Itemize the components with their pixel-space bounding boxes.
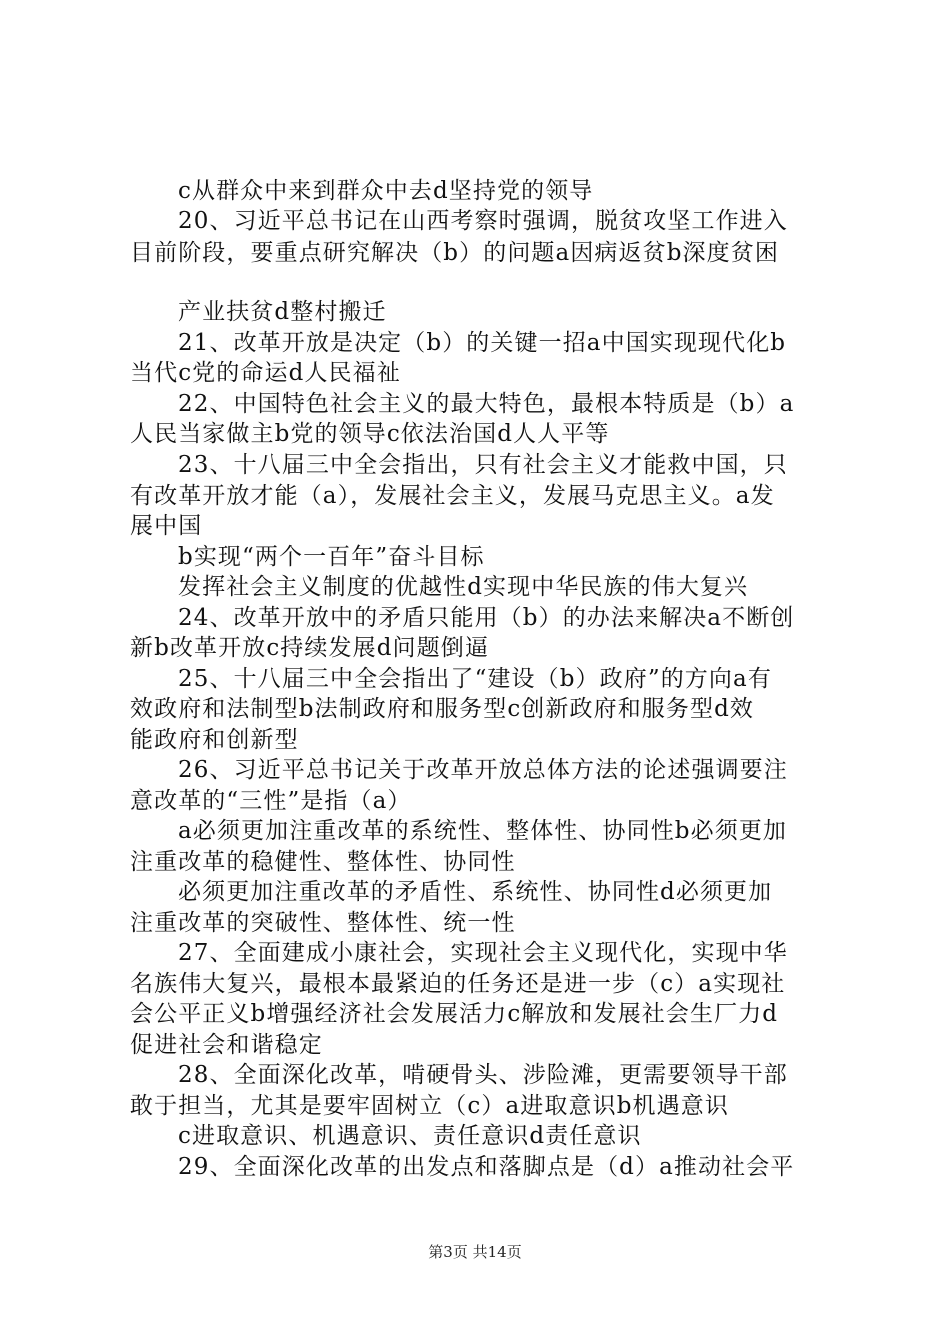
text-line: 20、习近平总书记在山西考察时强调，脱贫攻坚工作进入 (178, 208, 788, 234)
text-line: 会公平正义b增强经济社会发展活力c解放和发展社会生厂力d (130, 1001, 779, 1027)
text-line: 人民当家做主b党的领导c依法治国d人人平等 (130, 421, 610, 447)
text-line: b实现“两个一百年”奋斗目标 (178, 544, 485, 570)
text-line: 能政府和创新型 (130, 727, 299, 753)
page-number-footer: 第3页 共14页 (428, 1243, 522, 1261)
text-line: 名族伟大复兴，最根本最紧迫的任务还是进一步（c）a实现社 (130, 971, 786, 997)
text-line: 注重改革的突破性、整体性、统一性 (130, 910, 516, 936)
text-line: 23、十八届三中全会指出，只有社会主义才能救中国，只 (178, 452, 788, 478)
text-line: 发挥社会主义制度的优越性d实现中华民族的伟大复兴 (178, 574, 749, 600)
text-line: 目前阶段，要重点研究解决（b）的问题a因病返贫b深度贫困 (130, 240, 779, 266)
text-line: 27、全面建成小康社会，实现社会主义现代化，实现中华 (178, 940, 788, 966)
text-line: c从群众中来到群众中去d坚持党的领导 (178, 178, 594, 204)
text-line: 22、中国特色社会主义的最大特色，最根本特质是（b）a (178, 391, 795, 417)
text-line: 有改革开放才能（a），发展社会主义，发展马克思主义。a发 (130, 483, 775, 509)
text-line: 敢于担当，尤其是要牢固树立（c）a进取意识b机遇意识 (130, 1093, 729, 1119)
text-line: 26、习近平总书记关于改革开放总体方法的论述强调要注 (178, 757, 788, 783)
text-line: 新b改革开放c持续发展d问题倒逼 (130, 635, 489, 661)
text-line: 注重改革的稳健性、整体性、协同性 (130, 849, 516, 875)
text-line: 效政府和法制型b法制政府和服务型c创新政府和服务型d效 (130, 696, 755, 722)
text-line: 29、全面深化改革的出发点和落脚点是（d）a推动社会平 (178, 1154, 795, 1180)
text-line: a必须更加注重改革的系统性、整体性、协同性b必须更加 (178, 818, 788, 844)
text-line: 21、改革开放是决定（b）的关键一招a中国实现现代化b (178, 330, 787, 356)
text-line: 展中国 (130, 513, 203, 539)
text-line: 28、全面深化改革，啃硬骨头、涉险滩，更需要领导干部 (178, 1062, 788, 1088)
text-line: 当代c党的命运d人民福祉 (130, 360, 401, 386)
text-line: 意改革的“三性”是指（a） (130, 788, 412, 814)
text-line: c进取意识、机遇意识、责任意识d责任意识 (178, 1123, 642, 1149)
text-line: 24、改革开放中的矛盾只能用（b）的办法来解决a不断创 (178, 605, 795, 631)
text-line: 必须更加注重改革的矛盾性、系统性、协同性d必须更加 (178, 879, 773, 905)
text-line: 25、十八届三中全会指出了“建设（b）政府”的方向a有 (178, 666, 772, 692)
text-line: 产业扶贫d整村搬迁 (178, 299, 387, 325)
text-line: 促进社会和谐稳定 (130, 1032, 323, 1058)
